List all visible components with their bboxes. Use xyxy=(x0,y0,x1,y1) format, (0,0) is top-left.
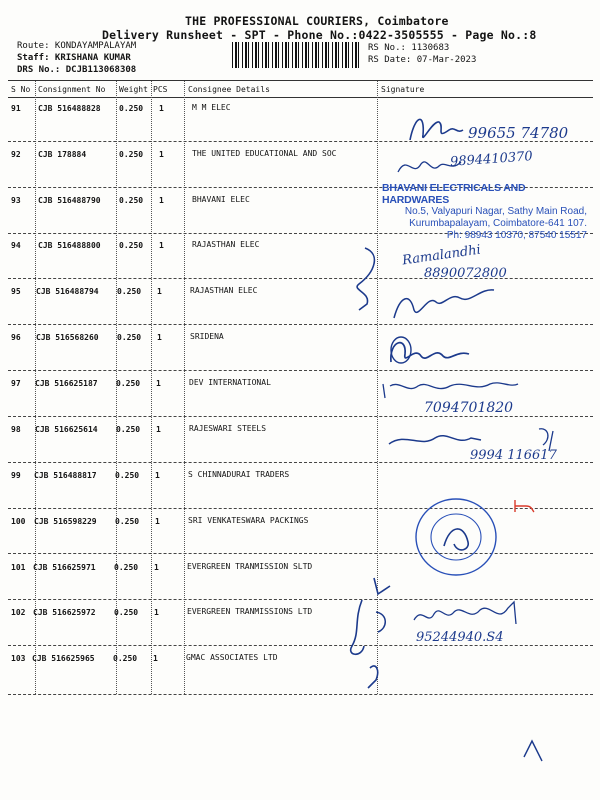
col-consignee-header: Consignee Details xyxy=(188,85,270,94)
staff: Staff: KRISHANA KUMAR xyxy=(17,53,131,63)
rs-number: RS No.: 1130683 xyxy=(368,43,450,53)
row-sno: 103 xyxy=(11,654,26,663)
row-pcs: 1 xyxy=(159,150,164,159)
col-signature-header: Signature xyxy=(381,85,425,94)
row-consignment: CJB 516488790 xyxy=(38,196,101,205)
row-weight: 0.250 xyxy=(116,379,141,388)
stamp-phone: Ph: 98943 10370, 87540 15517 xyxy=(446,230,587,241)
row-pcs: 1 xyxy=(157,333,162,342)
runsheet-subtitle: Delivery Runsheet - SPT - Phone No.:0422-3505555 - Page No.:8 xyxy=(102,28,537,42)
row-consignee: EVERGREEN TRANMISSIONS LTD xyxy=(187,607,313,616)
row-consignee: BHAVANI ELEC xyxy=(192,195,250,204)
row-consignee: M M ELEC xyxy=(192,103,231,112)
row-weight: 0.250 xyxy=(115,471,140,480)
row-consignment: CJB 516625972 xyxy=(33,608,96,617)
row-pcs: 1 xyxy=(154,608,159,617)
row-weight: 0.250 xyxy=(119,104,144,113)
row-pcs: 1 xyxy=(157,287,162,296)
row-pcs: 1 xyxy=(159,104,164,113)
row-sno: 96 xyxy=(11,333,21,342)
row-consignment: CJB 516568260 xyxy=(36,333,99,342)
row-pcs: 1 xyxy=(159,196,164,205)
initials-98 xyxy=(535,425,565,453)
row-consignment: CJB 516625965 xyxy=(32,654,95,663)
route: Route: KONDAYAMPALAYAM xyxy=(17,41,137,51)
handwritten-phone-98: 9994 116617 xyxy=(470,448,557,463)
signature-101-103-bracket xyxy=(340,572,400,692)
row-consignment: CJB 516625614 xyxy=(35,425,98,434)
stamp-address-line-1: No.5, Valyapuri Nagar, Sathy Main Road, xyxy=(404,206,587,217)
signature-102 xyxy=(410,598,530,628)
row-sno: 94 xyxy=(11,241,21,250)
handwritten-phone-94: 8890072800 xyxy=(424,266,507,281)
row-divider xyxy=(8,508,593,509)
row-divider xyxy=(8,553,593,554)
row-consignment: CJB 516488794 xyxy=(36,287,99,296)
row-consignee: RAJASTHAN ELEC xyxy=(192,240,260,249)
row-pcs: 1 xyxy=(153,654,158,663)
row-sno: 98 xyxy=(11,425,21,434)
row-pcs: 1 xyxy=(155,471,160,480)
col-weight-header: Weight xyxy=(119,85,148,94)
col-pcs-header: PCS xyxy=(153,85,168,94)
signature-91 xyxy=(405,110,465,150)
row-weight: 0.250 xyxy=(117,333,142,342)
stamp-address-line-2: Kurumbapalayam, Coimbatore-641 107. xyxy=(409,218,587,229)
row-sno: 99 xyxy=(11,471,21,480)
stray-pen-mark xyxy=(520,735,550,765)
drs-number: DRS No.: DCJB113068308 xyxy=(17,65,137,75)
row-divider xyxy=(8,324,593,325)
row-sno: 93 xyxy=(11,196,21,205)
row-consignee: THE UNITED EDUCATIONAL AND SOC xyxy=(192,149,337,158)
handwritten-phone-97: 7094701820 xyxy=(424,400,514,416)
row-consignment: CJB 516488800 xyxy=(38,241,101,250)
row-divider xyxy=(8,370,593,371)
row-consignee: SRIDENA xyxy=(190,332,224,341)
row-consignment: CJB 516625187 xyxy=(35,379,98,388)
handwritten-phone-91: 99655 74780 xyxy=(468,124,569,142)
row-sno: 95 xyxy=(11,287,21,296)
row-weight: 0.250 xyxy=(113,654,138,663)
row-pcs: 1 xyxy=(154,563,159,572)
row-sno: 101 xyxy=(11,563,26,572)
row-consignment: CJB 516488817 xyxy=(34,471,97,480)
row-consignment: CJB 516488828 xyxy=(38,104,101,113)
signature-97 xyxy=(380,378,520,400)
row-divider xyxy=(8,694,593,695)
signature-95 xyxy=(390,284,500,324)
stamp-company-name: BHAVANI ELECTRICALS AND HARDWARES xyxy=(382,182,526,206)
row-sno: 92 xyxy=(11,150,21,159)
row-consignee: RAJESWARI STEELS xyxy=(189,424,267,433)
row-consignee: EVERGREEN TRANMISSION SLTD xyxy=(187,562,313,571)
row-weight: 0.250 xyxy=(116,425,141,434)
col-consignment-header: Consignment No xyxy=(38,85,106,94)
col-divider xyxy=(184,81,185,694)
row-pcs: 1 xyxy=(155,517,160,526)
handwritten-name-94: Ramalandhi xyxy=(401,242,482,269)
row-weight: 0.250 xyxy=(117,287,142,296)
handwritten-phone-92: 9894410370 xyxy=(449,149,534,170)
row-sno: 91 xyxy=(11,104,21,113)
company-title: THE PROFESSIONAL COURIERS, Coimbatore xyxy=(185,14,449,28)
row-weight: 0.250 xyxy=(119,196,144,205)
row-consignee: DEV INTERNATIONAL xyxy=(189,378,271,387)
row-pcs: 1 xyxy=(159,241,164,250)
handwritten-phone-102: 95244940.S4 xyxy=(416,630,504,645)
row-weight: 0.250 xyxy=(119,241,144,250)
row-consignee: RAJASTHAN ELEC xyxy=(190,286,258,295)
row-weight: 0.250 xyxy=(114,563,139,572)
company-stamp xyxy=(382,182,587,242)
row-consignee: GMAC ASSOCIATES LTD xyxy=(186,653,278,662)
row-consignee: SRI VENKATESWARA PACKINGS xyxy=(188,516,309,525)
barcode xyxy=(232,42,362,68)
row-pcs: 1 xyxy=(156,379,161,388)
rs-date: RS Date: 07-Mar-2023 xyxy=(368,55,477,65)
row-divider xyxy=(8,645,593,646)
row-sno: 102 xyxy=(11,608,26,617)
row-divider xyxy=(8,416,593,417)
round-company-seal xyxy=(410,494,502,580)
table-header-rule xyxy=(8,97,593,98)
col-divider xyxy=(151,81,152,694)
row-sno: 100 xyxy=(11,517,26,526)
row-weight: 0.250 xyxy=(119,150,144,159)
row-consignee: S CHINNADURAI TRADERS xyxy=(188,470,290,479)
signature-94-95-bracket xyxy=(345,244,385,314)
row-weight: 0.250 xyxy=(115,517,140,526)
red-mark xyxy=(512,498,536,514)
row-consignment: CJB 516625971 xyxy=(33,563,96,572)
row-sno: 97 xyxy=(11,379,21,388)
col-sno-header: S No xyxy=(11,85,31,94)
signature-96 xyxy=(385,332,475,372)
table-top-rule xyxy=(8,80,593,81)
row-weight: 0.250 xyxy=(114,608,139,617)
row-pcs: 1 xyxy=(156,425,161,434)
row-consignment: CJB 516598229 xyxy=(34,517,97,526)
row-consignment: CJB 178884 xyxy=(38,150,87,159)
